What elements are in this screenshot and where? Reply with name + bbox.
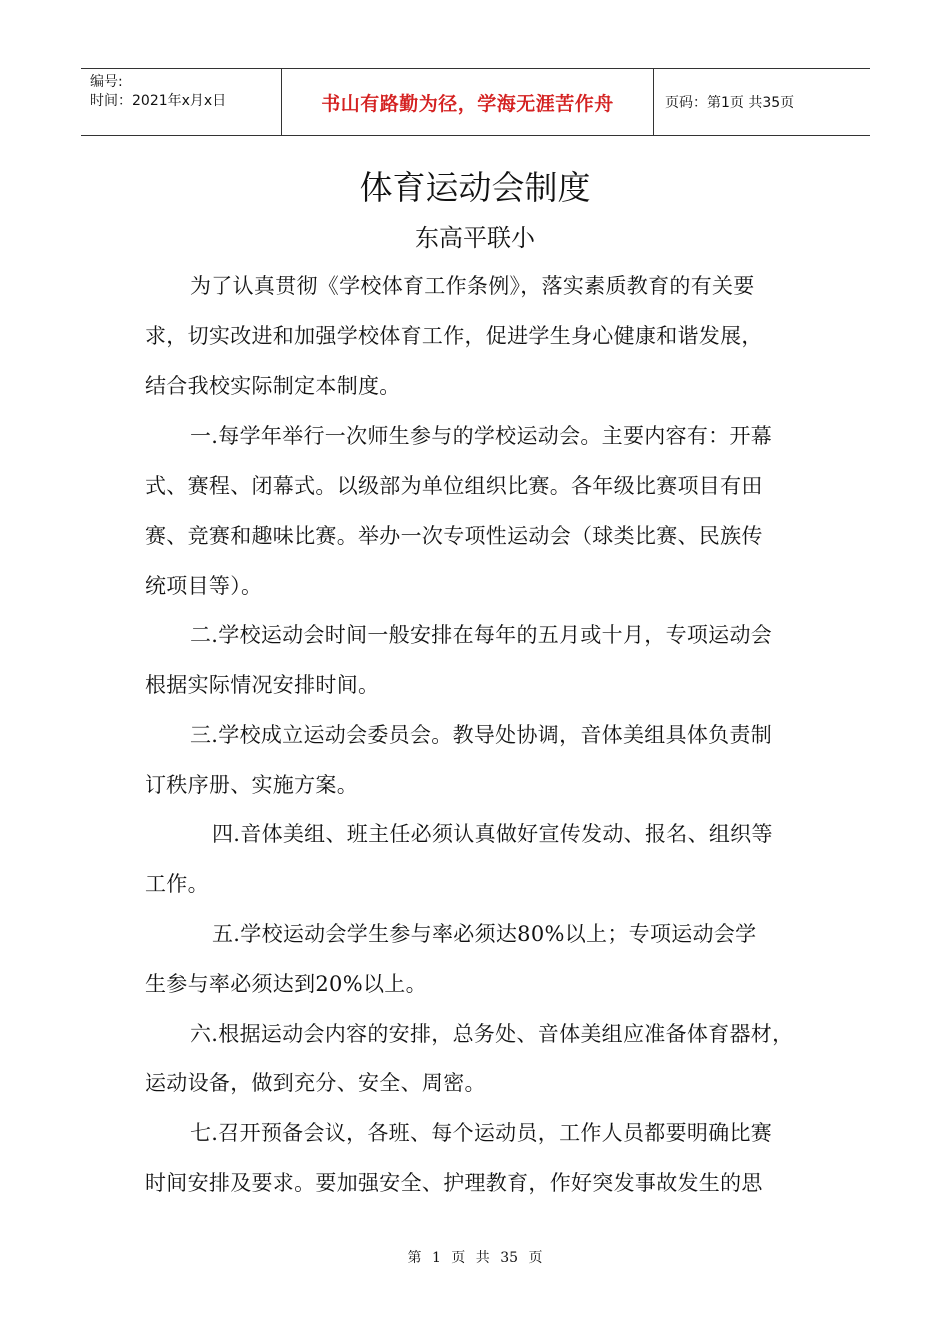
paragraph-line: 赛、竞赛和趣味比赛。举办一次专项性运动会（球类比赛、民族传 [145,524,763,548]
page-info-cell [654,69,870,135]
paragraph-line: 一.每学年举行一次师生参与的学校运动会。主要内容有：开幕 [190,424,773,448]
paragraph-line: 订秩序册、实施方案。 [145,773,358,797]
page-info-text: 页码：第1页 共35页 [665,95,795,111]
page-footer: 第 1 页 共 35 页 [407,1250,543,1266]
motto-text: 书山有路勤为径，学海无涯苦作舟 [321,92,614,115]
paragraph-line: 式、赛程、闭幕式。以级部为单位组织比赛。各年级比赛项目有田 [145,474,763,498]
document-subtitle: 东高平联小 [415,224,535,252]
paragraph-line: 五.学校运动会学生参与率必须达80%以上；专项运动会学 [212,922,757,946]
paragraph-line: 运动设备，做到充分、安全、周密。 [145,1071,486,1095]
document-header [81,68,870,136]
paragraph-line: 三.学校成立运动会委员会。教导处协调，音体美组具体负责制 [190,723,773,747]
paragraph-line: 时间安排及要求。要加强安全、护理教育，作好突发事故发生的思 [145,1171,763,1195]
motto-cell [282,69,654,135]
paragraph-line: 生参与率必须达到20%以上。 [145,972,427,996]
paragraph-line: 为了认真贯彻《学校体育工作条例》，落实素质教育的有关要 [190,274,755,298]
paragraph-line: 求，切实改进和加强学校体育工作，促进学生身心健康和谐发展， [145,324,763,348]
paragraph-line: 统项目等）。 [145,574,263,598]
paragraph-line: 七.召开预备会议，各班、每个运动员，工作人员都要明确比赛 [190,1121,773,1145]
paragraph-line: 六.根据运动会内容的安排，总务处、音体美组应准备体育器材， [190,1022,794,1046]
date-label: 时间：2021年x月x日 [90,93,227,109]
document-title: 体育运动会制度 [359,168,591,207]
number-label: 编号: [90,74,123,90]
paragraph-line: 根据实际情况安排时间。 [145,673,380,697]
header-meta-cell [81,69,282,135]
paragraph-line: 工作。 [145,872,209,896]
paragraph-line: 二.学校运动会时间一般安排在每年的五月或十月，专项运动会 [190,623,773,647]
paragraph-line: 四.音体美组、班主任必须认真做好宣传发动、报名、组织等 [212,822,773,846]
paragraph-line: 结合我校实际制定本制度。 [145,374,401,398]
